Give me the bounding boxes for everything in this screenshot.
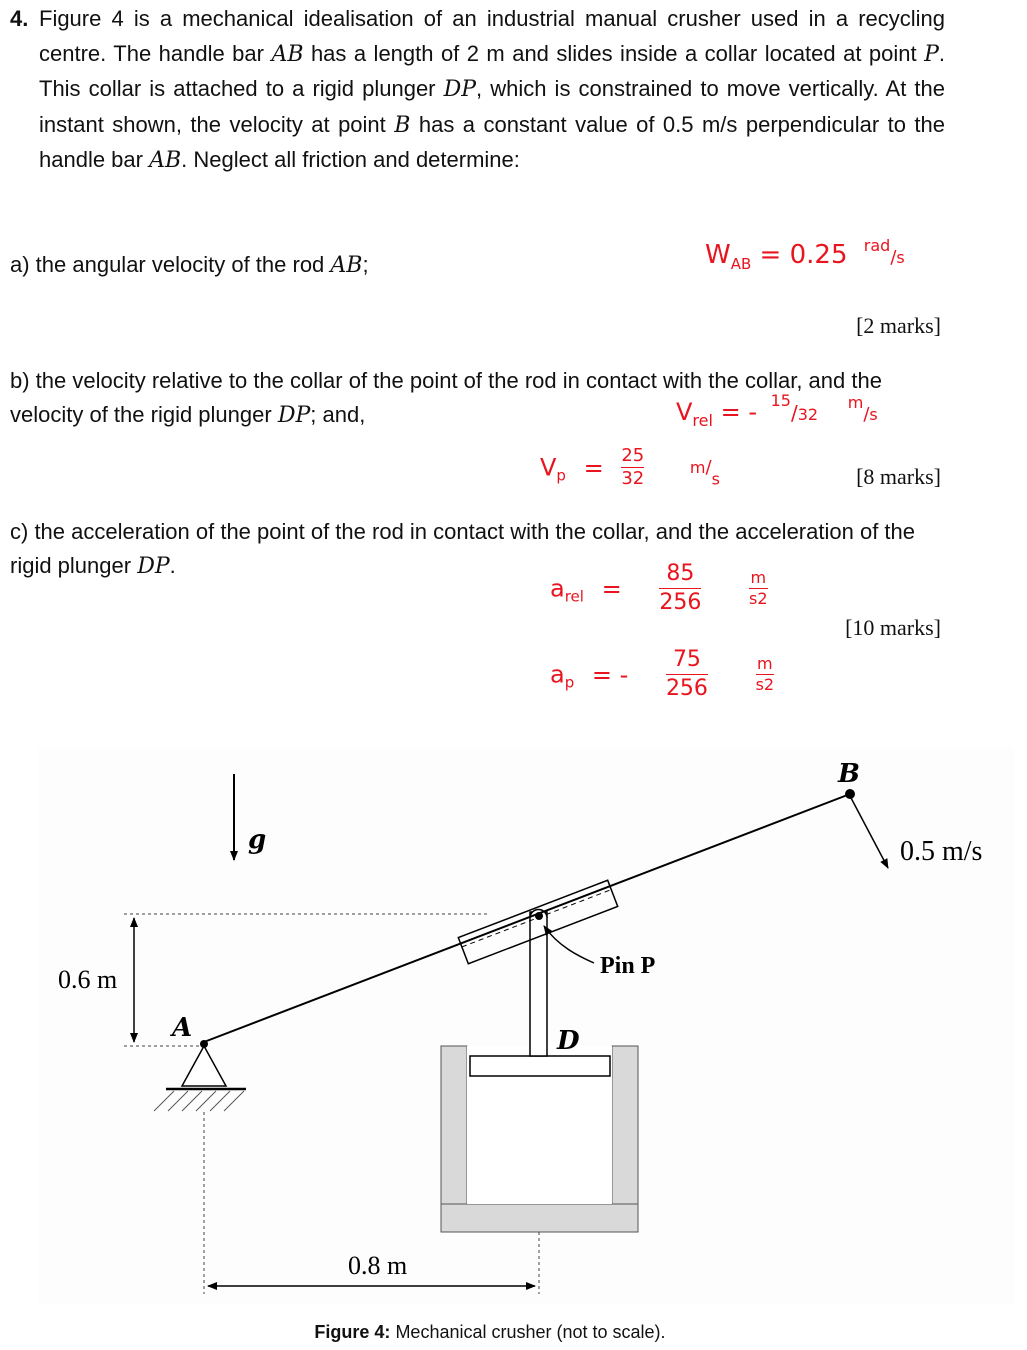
pin-label: Pin P [600,953,656,979]
velocity-arrow-b [850,796,888,868]
container-bottom [441,1204,638,1232]
part-c-marks: [10 marks] [845,615,941,640]
pin-p [535,912,543,920]
crusher-diagram [38,748,1014,1304]
ground-hatch [154,1091,244,1111]
question-number: 4. [10,6,29,31]
figure-caption: Figure 4: Mechanical crusher (not to scale). [314,1322,666,1342]
handle-bar-ab [204,794,850,1042]
handwritten-answer-a: $W_{AB} = 0.25$ $^{rad}$/s [705,236,905,274]
gravity-label: g [248,825,267,855]
plunger-rod [530,912,547,1056]
plunger-head [470,1056,610,1076]
part-a-marks: [2 marks] [856,313,941,338]
question-4 [10,2,945,179]
handwritten-vp: $V_p$ = $\frac{25}{32}$ $m/_s$ [540,445,720,489]
point-b-label: B [838,759,860,789]
point-d-label: D [557,1026,580,1056]
part-c: c) the acceleration of the point of the rod in contact with the collar, and the acceleration of the rigid plunger DP. [10,519,915,579]
handwritten-vrel: $V_{rel}$ = - $^{15}$/32 $^m$/s [676,391,878,430]
width-dim-label: 0.8 m [348,1251,408,1280]
part-a: a) the angular velocity of the rod AB; [10,252,369,278]
figure-4 [38,748,1014,1304]
question-text: Figure 4 is a mechanical idealisation of an industrial manual crusher used in a recycling centre. The handle bar AB has a length of 2 m and slides inside a collar located at point P. This collar is attached to a rigid plunger DP, which is constrained to move vertically. At the instant shown, the velocity at point B has a constant value of 0.5 m/s perpendicular to the handle bar AB. Neglect all friction and determine: [39,6,945,173]
part-b: b) the velocity relative to the collar of the point of the rod in contact with the collar, and the velocity of the rigid plunger DP; and, [10,368,882,428]
handwritten-arel: $a_{rel}$ = $\frac{85}{256}$ $\frac{m}{s2}$ [550,561,768,615]
pin-support [182,1046,226,1086]
part-b-marks: [8 marks] [856,464,941,489]
point-a-label: A [172,1013,193,1043]
height-dim-label: 0.6 m [58,965,118,994]
handwritten-ap: $a_p$ = - $\frac{75}{256}$ $\frac{m}{s2}$ [550,647,775,701]
velocity-label: 0.5 m/s [900,836,983,867]
